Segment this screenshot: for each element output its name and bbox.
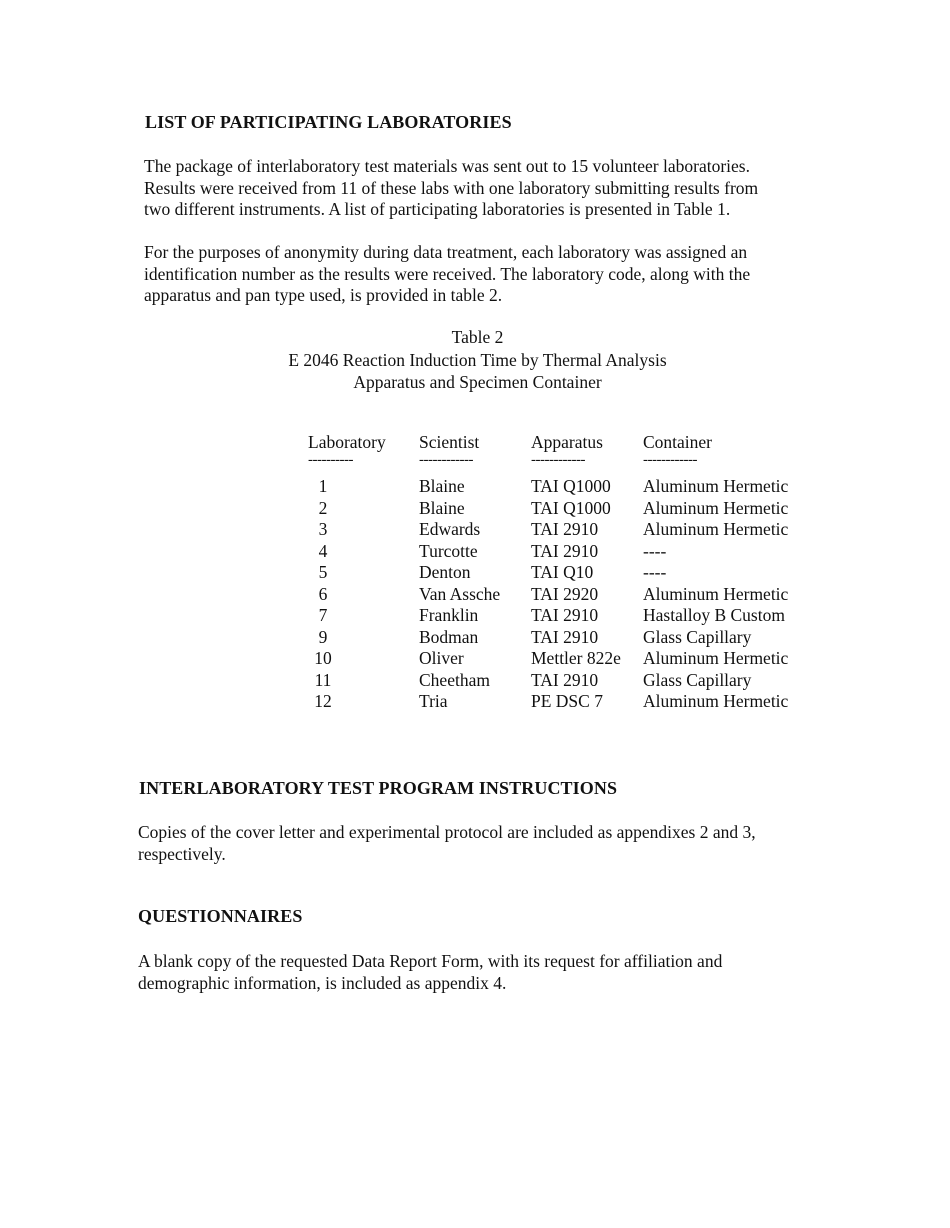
cell-laboratory: 2 (318, 497, 328, 518)
cell-container: Aluminum Hermetic (643, 497, 789, 518)
cell-laboratory: 9 (318, 626, 328, 647)
cell-scientist: Oliver (419, 648, 464, 668)
column-header-scientist: Scientist (419, 432, 480, 452)
section-heading-questionnaires: QUESTIONNAIRES (138, 906, 303, 926)
dash-rule: ------------ (419, 452, 473, 468)
cell-apparatus: TAI Q1000 (531, 476, 611, 496)
cell-container: Aluminum Hermetic (643, 519, 789, 539)
column-header-container: Container (643, 432, 713, 452)
cell-scientist: Franklin (419, 605, 479, 625)
cell-apparatus: PE DSC 7 (531, 691, 603, 711)
column-header-laboratory: Laboratory (308, 432, 386, 452)
cell-apparatus: TAI 2910 (531, 605, 599, 625)
section-heading-test-program-instructions: INTERLABORATORY TEST PROGRAM INSTRUCTIONS (139, 778, 618, 798)
cell-scientist: Blaine (419, 476, 465, 496)
cell-scientist: Tria (419, 691, 448, 711)
cell-apparatus: TAI 2910 (531, 626, 599, 647)
cell-container: Glass Capillary (643, 669, 752, 690)
paragraph-line: Results were received from 11 of these labs with one laboratory submitting results from (144, 177, 759, 198)
cell-laboratory: 1 (318, 476, 328, 496)
cell-apparatus: TAI Q10 (531, 562, 594, 582)
cell-laboratory: 4 (318, 540, 328, 561)
cell-container: ---- (643, 540, 667, 561)
column-header-apparatus: Apparatus (531, 432, 603, 452)
dash-rule: ---------- (308, 452, 353, 468)
table-subtitle: Apparatus and Specimen Container (353, 372, 602, 392)
paragraph-anonymity (144, 242, 750, 307)
cell-apparatus: TAI 2910 (531, 540, 599, 561)
paragraph-line: Copies of the cover letter and experimental protocol are included as appendixes 2 and 3, (138, 822, 756, 842)
cell-laboratory: 11 (314, 669, 332, 690)
paragraph-line: apparatus and pan type used, is provided in table 2. (144, 285, 503, 305)
table-number: Table 2 (451, 327, 504, 347)
paragraph-test-materials (144, 156, 758, 221)
dash-rule: ------------ (643, 452, 697, 468)
cell-apparatus: TAI Q1000 (531, 497, 611, 518)
cell-container: ---- (643, 562, 667, 582)
paragraph-line: For the purposes of anonymity during data treatment, each laboratory was assigned an (144, 242, 748, 262)
cell-apparatus: TAI 2920 (531, 583, 599, 604)
cell-container: Hastalloy B Custom (643, 605, 785, 625)
cell-scientist: Van Assche (419, 583, 501, 604)
paragraph-line: The package of interlaboratory test materials was sent out to 15 volunteer laboratories. (144, 156, 750, 176)
dash-rule: ------------ (531, 452, 585, 468)
cell-scientist: Cheetham (419, 669, 490, 690)
cell-container: Glass Capillary (643, 626, 752, 647)
section-heading-participating-laboratories: LIST OF PARTICIPATING LABORATORIES (145, 112, 512, 132)
paragraph-questionnaires (138, 951, 722, 994)
cell-container: Aluminum Hermetic (643, 691, 789, 711)
cell-scientist: Turcotte (419, 540, 478, 561)
cell-laboratory: 7 (318, 605, 328, 625)
cell-apparatus: Mettler 822e (531, 648, 621, 668)
cell-laboratory: 10 (314, 648, 332, 668)
paragraph-line: identification number as the results were received. The laboratory code, along with the (144, 263, 751, 284)
paragraph-line: A blank copy of the requested Data Report Form, with its request for affiliation and (138, 951, 723, 971)
cell-laboratory: 3 (318, 519, 328, 539)
cell-apparatus: TAI 2910 (531, 519, 599, 539)
cell-apparatus: TAI 2910 (531, 669, 599, 690)
cell-scientist: Edwards (419, 519, 481, 539)
table-caption (240, 326, 715, 394)
cell-container: Aluminum Hermetic (643, 583, 789, 604)
cell-laboratory: 12 (314, 691, 332, 711)
cell-container: Aluminum Hermetic (643, 648, 789, 668)
paragraph-line: two different instruments. A list of participating laboratories is presented in Table 1. (144, 199, 731, 219)
paragraph-line: demographic information, is included as appendix 4. (138, 972, 507, 993)
cell-laboratory: 5 (318, 562, 328, 582)
table-title: E 2046 Reaction Induction Time by Thermal Analysis (288, 349, 667, 370)
cell-container: Aluminum Hermetic (643, 476, 789, 496)
cell-scientist: Blaine (419, 497, 465, 518)
cell-scientist: Bodman (419, 626, 479, 647)
cell-laboratory: 6 (318, 583, 328, 604)
paragraph-line: respectively. (138, 843, 226, 864)
paragraph-instructions (138, 822, 756, 865)
cell-scientist: Denton (419, 562, 471, 582)
